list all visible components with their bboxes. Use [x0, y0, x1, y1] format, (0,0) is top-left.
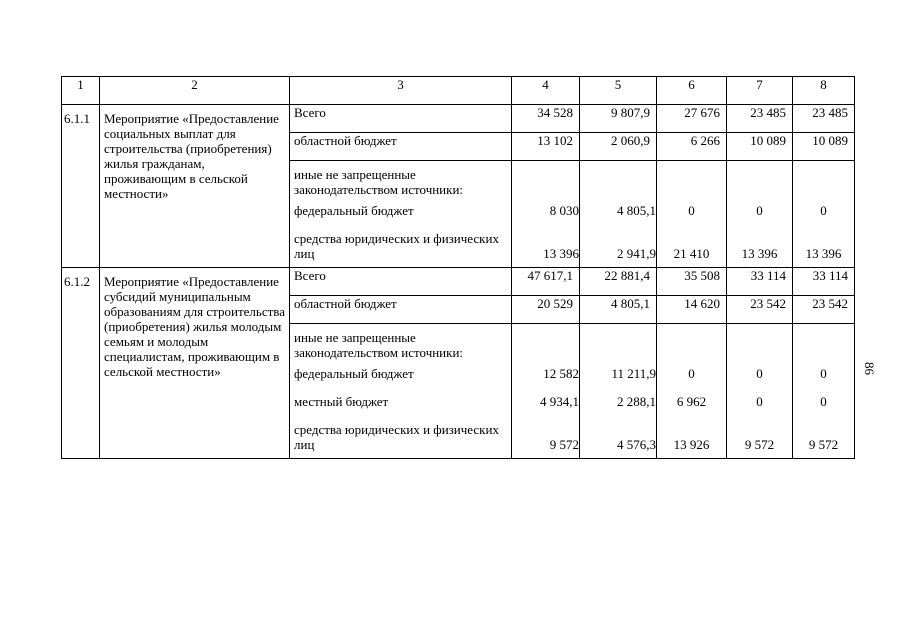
value-cell: 4 934,1 — [540, 394, 579, 409]
value-cell: 10 089 — [793, 133, 855, 161]
value-cell: 0 — [688, 366, 695, 381]
value-cell: 14 620 — [657, 296, 727, 324]
source-stack — [290, 161, 512, 268]
value-cell: 21 410 — [673, 246, 710, 261]
header-cell-4: 4 — [512, 77, 580, 105]
legal-label: средства юридических и физических лиц — [294, 231, 499, 261]
value-cell: 13 102 — [512, 133, 580, 161]
header-cell-1: 1 — [62, 77, 100, 105]
row-6-1-1-total — [62, 105, 855, 133]
header-row — [62, 77, 855, 105]
value-stack — [657, 324, 727, 459]
value-cell: 6 266 — [657, 133, 727, 161]
value-cell: 0 — [688, 203, 695, 218]
row-description: Мероприятие «Предоставление субсидий муниципальным образованиям для строительства (приобретения) жилья молодым семьям и молодым специалистам, проживающим в сельской местности» — [100, 268, 290, 459]
value-cell: 2 060,9 — [580, 133, 657, 161]
value-cell: 23 485 — [793, 105, 855, 133]
value-cell: 27 676 — [657, 105, 727, 133]
value-cell: 22 881,4 — [580, 268, 657, 296]
other-sources-label: иные не запрещенные законодательством источники: — [294, 330, 464, 360]
value-stack — [657, 161, 727, 268]
value-cell: 20 529 — [512, 296, 580, 324]
row-id: 6.1.1 — [62, 105, 100, 268]
header-cell-5: 5 — [580, 77, 657, 105]
value-stack — [793, 324, 855, 459]
source-label: Всего — [290, 105, 512, 133]
value-stack — [727, 161, 793, 268]
value-cell: 35 508 — [657, 268, 727, 296]
value-cell: 33 114 — [727, 268, 793, 296]
header-cell-6: 6 — [657, 77, 727, 105]
value-cell: 11 211,9 — [611, 366, 656, 381]
budget-table — [61, 76, 855, 459]
value-cell: 0 — [756, 394, 763, 409]
source-label: Всего — [290, 268, 512, 296]
value-cell: 2 941,9 — [617, 246, 656, 261]
value-cell: 0 — [820, 394, 827, 409]
source-stack — [290, 324, 512, 459]
value-cell: 13 396 — [741, 246, 778, 261]
source-label: областной бюджет — [290, 133, 512, 161]
header-cell-2: 2 — [100, 77, 290, 105]
value-cell: 0 — [756, 366, 763, 381]
value-cell: 6 962 — [676, 394, 707, 409]
value-cell: 23 542 — [727, 296, 793, 324]
federal-label: федеральный бюджет — [294, 366, 414, 381]
local-label: местный бюджет — [294, 394, 389, 409]
value-cell: 23 485 — [727, 105, 793, 133]
row-description: Мероприятие «Предоставление социальных выплат для строительства (приобретения) жилья гражданам, проживающим в сельской местности» — [100, 105, 290, 268]
value-cell: 8 030 — [549, 203, 579, 218]
page-number: 86 — [862, 362, 877, 375]
header-cell-7: 7 — [727, 77, 793, 105]
value-cell: 10 089 — [727, 133, 793, 161]
value-cell: 4 576,3 — [617, 437, 656, 452]
value-cell: 23 542 — [793, 296, 855, 324]
value-cell: 0 — [820, 366, 827, 381]
other-sources-label: иные не запрещенные законодательством источники: — [294, 167, 464, 197]
value-cell: 13 396 — [805, 246, 842, 261]
header-cell-3: 3 — [290, 77, 512, 105]
value-stack — [727, 324, 793, 459]
value-cell: 9 807,9 — [580, 105, 657, 133]
value-cell: 2 288,1 — [617, 394, 656, 409]
value-stack — [512, 161, 580, 268]
legal-label: средства юридических и физических лиц — [294, 422, 499, 452]
value-cell: 13 926 — [673, 437, 710, 452]
value-stack — [580, 324, 657, 459]
value-cell: 4 805,1 — [580, 296, 657, 324]
row-id: 6.1.2 — [62, 268, 100, 459]
header-cell-8: 8 — [793, 77, 855, 105]
value-cell: 12 582 — [543, 366, 579, 381]
value-cell: 9 572 — [808, 437, 839, 452]
value-cell: 13 396 — [543, 246, 579, 261]
value-cell: 9 572 — [744, 437, 775, 452]
value-cell: 33 114 — [793, 268, 855, 296]
value-cell: 0 — [820, 203, 827, 218]
value-cell: 9 572 — [549, 437, 579, 452]
row-6-1-2-total — [62, 268, 855, 296]
value-cell: 34 528 — [512, 105, 580, 133]
value-cell: 0 — [756, 203, 763, 218]
federal-label: федеральный бюджет — [294, 203, 414, 218]
value-stack — [793, 161, 855, 268]
value-stack — [580, 161, 657, 268]
value-cell: 4 805,1 — [617, 203, 656, 218]
source-label: областной бюджет — [290, 296, 512, 324]
value-stack — [512, 324, 580, 459]
value-cell: 47 617,1 — [512, 268, 580, 296]
